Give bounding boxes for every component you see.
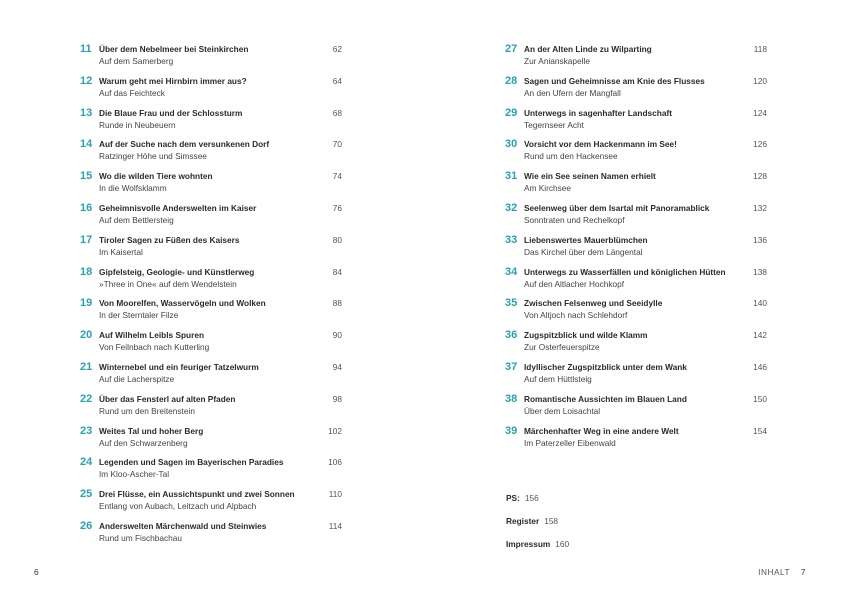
toc-entry [505, 420, 767, 452]
toc-extra-entry [506, 539, 569, 562]
toc-left-column [80, 38, 342, 547]
toc-entry [80, 388, 342, 420]
toc-entry [505, 133, 767, 165]
entry-page-number: 102 [328, 425, 342, 436]
toc-entry [80, 483, 342, 515]
entry-title: Von Moorelfen, Wasservögeln und Wolken [99, 298, 266, 309]
entry-title: Gipfelsteig, Geologie- und Künstlerweg [99, 266, 255, 277]
entry-subtitle: Auf dem Bettlersteig [99, 214, 174, 225]
entry-page-number: 80 [332, 234, 342, 245]
entry-title: Liebenswertes Mauerblümchen [524, 234, 648, 245]
entry-number: 31 [505, 170, 518, 183]
extra-label: Impressum [506, 539, 551, 549]
entry-subtitle: Im Kloo-Ascher-Tal [99, 469, 170, 480]
entry-subtitle: An den Ufern der Mangfall [524, 87, 621, 98]
entry-title: Geheimnisvolle Anderswelten im Kaiser [99, 202, 257, 213]
entry-subtitle: Tegernseer Acht [524, 119, 584, 130]
entry-title: Wo die wilden Tiere wohnten [99, 171, 213, 182]
toc-entry [505, 70, 767, 102]
entry-number: 37 [505, 360, 518, 373]
toc-entry [505, 324, 767, 356]
toc-entry [505, 165, 767, 197]
entry-subtitle: Sonntraten und Rechelkopf [524, 214, 625, 225]
entry-number: 39 [505, 424, 518, 437]
entry-page-number: 68 [332, 107, 342, 118]
toc-entry [80, 324, 342, 356]
entry-subtitle: Im Kaisertal [99, 246, 143, 257]
entry-title: Anderswelten Märchenwald und Steinwies [99, 520, 267, 531]
entry-page-number: 74 [332, 171, 342, 182]
entry-page-number: 150 [753, 393, 767, 404]
entry-page-number: 138 [753, 266, 767, 277]
entry-page-number: 70 [332, 139, 342, 150]
entry-subtitle: Auf dem Samerberg [99, 56, 174, 66]
footer-right [758, 567, 806, 577]
toc-entry [80, 102, 342, 134]
entry-subtitle: Entlang von Aubach, Leitzach und Alpbach [99, 501, 257, 512]
entry-number: 11 [80, 43, 92, 55]
entry-subtitle: Auf die Lacherspitze [99, 373, 175, 384]
entry-number: 18 [80, 265, 93, 278]
entry-page-number: 76 [332, 202, 342, 213]
toc-right-column [505, 38, 767, 451]
entry-title: Märchenhafter Weg in eine andere Welt [524, 425, 679, 436]
entry-page-number: 120 [753, 75, 767, 86]
toc-extra-entry [506, 516, 569, 539]
entry-page-number: 90 [332, 330, 342, 341]
entry-page-number: 94 [332, 361, 342, 372]
entry-number: 38 [505, 392, 518, 405]
entry-subtitle: Rund um den Breitenstein [99, 405, 195, 416]
entry-page-number: 124 [753, 107, 767, 118]
entry-title: Seelenweg über dem Isartal mit Panoramablick [524, 202, 710, 213]
extra-page-number: 158 [544, 516, 559, 526]
entry-subtitle: Auf dem Hüttlsteig [524, 373, 592, 384]
entry-number: 26 [80, 519, 93, 532]
toc-entry [505, 197, 767, 229]
entry-number: 14 [80, 138, 93, 151]
entry-title: Weites Tal und hoher Berg [99, 425, 204, 436]
entry-number: 33 [505, 233, 518, 246]
toc-entry [505, 38, 767, 70]
entry-number: 17 [80, 233, 93, 246]
entry-subtitle: Über dem Loisachtal [524, 405, 601, 416]
entry-number: 20 [80, 329, 93, 342]
entry-number: 21 [80, 360, 93, 373]
entry-title: Sagen und Geheimnisse am Knie des Flusses [524, 75, 705, 86]
extra-page-number: 156 [524, 493, 539, 503]
entry-number: 24 [80, 456, 93, 469]
entry-number: 34 [505, 265, 518, 278]
entry-page-number: 126 [753, 139, 767, 150]
entry-page-number: 88 [332, 298, 342, 309]
page-number-right: 7 [800, 567, 806, 577]
entry-subtitle: Runde in Neubeuern [99, 119, 176, 130]
toc-entry [80, 515, 342, 547]
entry-page-number: 98 [332, 393, 342, 404]
entry-page-number: 154 [753, 425, 767, 436]
entry-title: Auf der Suche nach dem versunkenen Dorf [99, 139, 270, 150]
toc-entry [80, 133, 342, 165]
entry-page-number: 114 [328, 520, 342, 531]
entry-title: Romantische Aussichten im Blauen Land [524, 393, 687, 404]
entry-page-number: 136 [753, 234, 767, 245]
entry-number: 23 [80, 424, 93, 437]
entry-title: Unterwegs zu Wasserfällen und königlichen Hütten [524, 266, 726, 277]
entry-title: Zwischen Felsenweg und Seeidylle [524, 298, 663, 309]
toc-extra-entry [506, 493, 569, 516]
entry-title: Drei Flüsse, ein Aussichtspunkt und zwei Sonnen [99, 489, 295, 500]
entry-subtitle: Rund um den Hackensee [524, 151, 618, 162]
toc-entry [505, 261, 767, 293]
entry-page-number: 142 [753, 330, 767, 341]
entry-number: 27 [505, 43, 518, 55]
toc-entry [505, 229, 767, 261]
entry-number: 29 [505, 106, 518, 119]
entry-subtitle: Rund um Fischbachau [99, 532, 183, 543]
entry-title: An der Alten Linde zu Wilparting [524, 44, 652, 54]
entry-title: Unterwegs in sagenhafter Landschaft [524, 107, 672, 118]
section-label: INHALT [758, 567, 791, 577]
toc-entry [80, 197, 342, 229]
entry-subtitle: Auf das Feichteck [99, 87, 165, 98]
entry-subtitle: Zur Anianskapelle [524, 56, 590, 66]
entry-page-number: 84 [332, 266, 342, 277]
extra-label: PS: [506, 493, 520, 503]
entry-subtitle: »Three in One« auf dem Wendelstein [99, 278, 237, 289]
entry-title: Vorsicht vor dem Hackenmann im See! [524, 139, 677, 150]
entry-title: Warum geht mei Hirnbirn immer aus? [99, 75, 247, 86]
entry-title: Die Blaue Frau und der Schlossturm [99, 107, 243, 118]
entry-number: 22 [80, 392, 93, 405]
entry-number: 35 [505, 297, 518, 310]
entry-subtitle: Zur Osterfeuerspitze [524, 342, 600, 353]
toc-entry [80, 451, 342, 483]
page-number-left: 6 [34, 567, 39, 577]
entry-title: Legenden und Sagen im Bayerischen Paradies [99, 457, 284, 468]
entry-page-number: 146 [753, 361, 767, 372]
entry-page-number: 110 [328, 489, 342, 500]
toc-entry [80, 165, 342, 197]
extra-page-number: 160 [555, 539, 570, 549]
entry-subtitle: Auf den Schwarzenberg [99, 437, 188, 448]
entry-number: 32 [505, 201, 518, 214]
toc-entry [80, 261, 342, 293]
entry-subtitle: Am Kirchsee [524, 183, 572, 194]
toc-entry [505, 292, 767, 324]
toc-entry [80, 292, 342, 324]
entry-title: Über dem Nebelmeer bei Steinkirchen [99, 44, 249, 54]
entry-page-number: 132 [753, 202, 767, 213]
entry-number: 12 [80, 74, 93, 87]
entry-page-number: 64 [332, 75, 342, 86]
toc-entry [505, 388, 767, 420]
entry-page-number: 140 [753, 298, 767, 309]
entry-number: 36 [505, 329, 518, 342]
toc-entry [80, 420, 342, 452]
entry-title: Winternebel und ein feuriger Tatzelwurm [99, 361, 259, 372]
entry-subtitle: Von Altjoch nach Schlehdorf [524, 310, 628, 321]
entry-subtitle: Von Feilnbach nach Kutterling [99, 342, 210, 353]
entry-number: 28 [505, 74, 518, 87]
entry-number: 15 [80, 170, 93, 183]
entry-title: Wie ein See seinen Namen erhielt [524, 171, 656, 182]
entry-number: 13 [80, 106, 93, 119]
entry-subtitle: Auf den Altlacher Hochkopf [524, 278, 625, 289]
entry-number: 30 [505, 138, 518, 151]
entry-subtitle: In der Sterntaler Filze [99, 310, 179, 321]
extra-label: Register [506, 516, 540, 526]
entry-title: Tiroler Sagen zu Füßen des Kaisers [99, 234, 240, 245]
entry-page-number: 62 [332, 44, 342, 54]
entry-subtitle: Ratzinger Höhe und Simssee [99, 151, 207, 162]
toc-entry [80, 229, 342, 261]
entry-title: Über das Fensterl auf alten Pfaden [99, 393, 236, 404]
toc-entry [80, 356, 342, 388]
entry-page-number: 128 [753, 171, 767, 182]
entry-title: Zugspitzblick und wilde Klamm [524, 330, 648, 341]
entry-number: 19 [80, 297, 93, 310]
entry-subtitle: Im Paterzeller Eibenwald [524, 437, 616, 448]
entry-subtitle: Das Kirchel über dem Längental [524, 246, 643, 257]
entry-title: Idyllischer Zugspitzblick unter dem Wank [524, 361, 687, 372]
entry-subtitle: In die Wolfsklamm [99, 183, 167, 194]
entry-title: Auf Wilhelm Leibls Spuren [99, 330, 205, 341]
toc-entry [505, 102, 767, 134]
entry-number: 25 [80, 488, 93, 501]
entry-page-number: 118 [753, 44, 767, 54]
toc-entry [80, 70, 342, 102]
toc-extras [506, 493, 569, 562]
toc-entry [80, 38, 342, 70]
toc-entry [505, 356, 767, 388]
entry-number: 16 [80, 201, 93, 214]
entry-page-number: 106 [328, 457, 342, 468]
